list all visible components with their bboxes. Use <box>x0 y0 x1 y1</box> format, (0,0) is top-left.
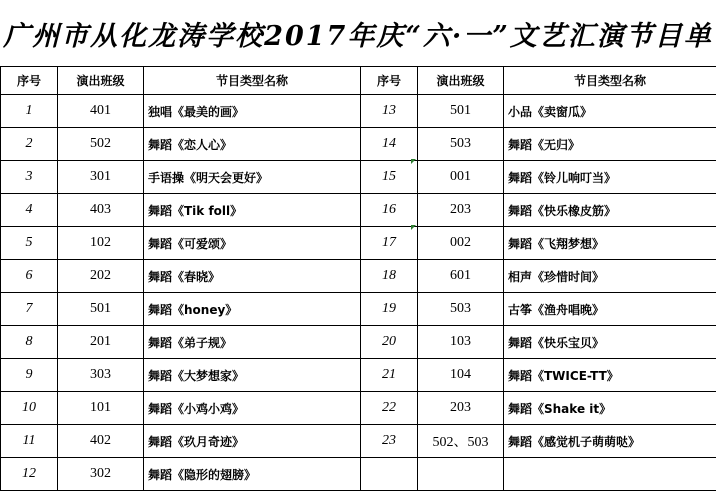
row-index: 18 <box>361 260 418 293</box>
row-program: 舞蹈《大梦想家》 <box>144 359 361 392</box>
row-class: 101 <box>58 392 144 425</box>
row-class: 002 <box>418 227 504 260</box>
table-row <box>1 161 716 194</box>
row-program: 舞蹈《TWICE-TT》 <box>504 359 716 392</box>
header-index-right: 序号 <box>361 67 418 95</box>
row-program: 舞蹈《铃儿响叮当》 <box>504 161 716 194</box>
row-index: 2 <box>1 128 58 161</box>
header-class-right: 演出班级 <box>418 67 504 95</box>
row-class: 402 <box>58 425 144 458</box>
row-program <box>504 458 716 491</box>
row-program: 小品《卖窗瓜》 <box>504 95 716 128</box>
row-program: 独唱《最美的画》 <box>144 95 361 128</box>
row-class: 102 <box>58 227 144 260</box>
row-index: 3 <box>1 161 58 194</box>
row-class: 103 <box>418 326 504 359</box>
row-program: 古筝《渔舟唱晚》 <box>504 293 716 326</box>
row-index: 17 <box>361 227 418 260</box>
row-program: 舞蹈《快乐宝贝》 <box>504 326 716 359</box>
header-program-right: 节目类型名称 <box>504 67 716 95</box>
row-index: 23 <box>361 425 418 458</box>
row-program: 舞蹈《弟子规》 <box>144 326 361 359</box>
row-program: 手语操《明天会更好》 <box>144 161 361 194</box>
row-class: 503 <box>418 128 504 161</box>
row-index: 13 <box>361 95 418 128</box>
table-row <box>1 359 716 392</box>
row-index: 1 <box>1 95 58 128</box>
row-class: 502 <box>58 128 144 161</box>
table-row <box>1 227 716 260</box>
row-index: 6 <box>1 260 58 293</box>
row-index: 20 <box>361 326 418 359</box>
header-class-left: 演出班级 <box>58 67 144 95</box>
row-program: 舞蹈《恋人心》 <box>144 128 361 161</box>
row-class: 401 <box>58 95 144 128</box>
row-program: 相声《珍惜时间》 <box>504 260 716 293</box>
row-class: 104 <box>418 359 504 392</box>
row-class: 502、503 <box>418 425 504 458</box>
row-class: 403 <box>58 194 144 227</box>
table-row <box>1 293 716 326</box>
row-class: 303 <box>58 359 144 392</box>
table-row <box>1 425 716 458</box>
table-row <box>1 326 716 359</box>
row-program: 舞蹈《玖月奇迹》 <box>144 425 361 458</box>
row-class: 501 <box>418 95 504 128</box>
row-class: 001 <box>418 161 504 194</box>
row-index: 9 <box>1 359 58 392</box>
table-row <box>1 392 716 425</box>
row-class: 201 <box>58 326 144 359</box>
row-class: 503 <box>418 293 504 326</box>
row-class: 501 <box>58 293 144 326</box>
row-class: 203 <box>418 194 504 227</box>
program-table <box>0 66 716 491</box>
row-program: 舞蹈《感觉机子萌萌哒》 <box>504 425 716 458</box>
table-row <box>1 260 716 293</box>
row-program: 舞蹈《快乐橡皮筋》 <box>504 194 716 227</box>
row-class: 302 <box>58 458 144 491</box>
row-index: 16 <box>361 194 418 227</box>
row-program: 舞蹈《Tik foll》 <box>144 194 361 227</box>
row-index: 7 <box>1 293 58 326</box>
header-index-left: 序号 <box>1 67 58 95</box>
row-index: 15 <box>361 161 418 194</box>
row-program: 舞蹈《Shake it》 <box>504 392 716 425</box>
row-index: 10 <box>1 392 58 425</box>
row-index: 12 <box>1 458 58 491</box>
row-program: 舞蹈《飞翔梦想》 <box>504 227 716 260</box>
row-index: 8 <box>1 326 58 359</box>
row-class <box>418 458 504 491</box>
row-program: 舞蹈《honey》 <box>144 293 361 326</box>
row-program: 舞蹈《小鸡小鸡》 <box>144 392 361 425</box>
table-row <box>1 128 716 161</box>
row-index: 21 <box>361 359 418 392</box>
row-index: 11 <box>1 425 58 458</box>
header-program-left: 节目类型名称 <box>144 67 361 95</box>
table-row <box>1 95 716 128</box>
row-index <box>361 458 418 491</box>
row-class: 301 <box>58 161 144 194</box>
row-index: 19 <box>361 293 418 326</box>
row-program: 舞蹈《可爱颂》 <box>144 227 361 260</box>
row-class: 601 <box>418 260 504 293</box>
row-index: 22 <box>361 392 418 425</box>
table-header-row <box>1 67 716 95</box>
row-class: 203 <box>418 392 504 425</box>
comment-marker <box>411 225 416 230</box>
table-row <box>1 458 716 491</box>
row-index: 4 <box>1 194 58 227</box>
page-title: 广州市从化龙涛学校2017年庆“六·一”文艺汇演节目单 <box>3 20 713 52</box>
row-program: 舞蹈《隐形的翅膀》 <box>144 458 361 491</box>
row-index: 14 <box>361 128 418 161</box>
comment-marker <box>411 159 416 164</box>
row-program: 舞蹈《春晓》 <box>144 260 361 293</box>
row-index: 5 <box>1 227 58 260</box>
table-row <box>1 194 716 227</box>
row-program: 舞蹈《无归》 <box>504 128 716 161</box>
row-class: 202 <box>58 260 144 293</box>
